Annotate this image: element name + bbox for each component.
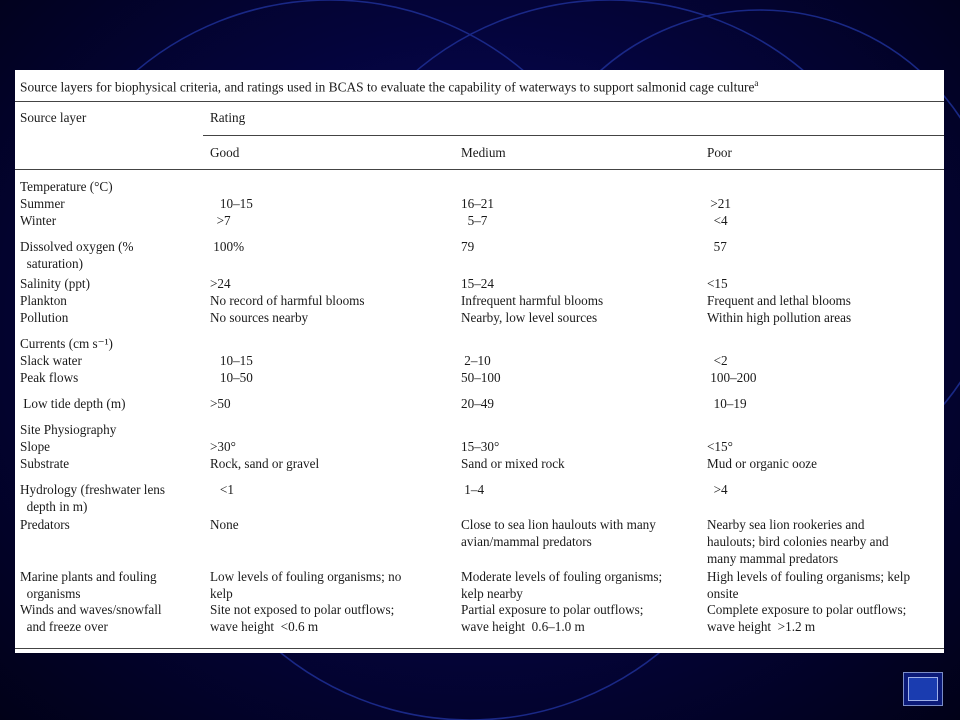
cell-source-layer: and freeze over <box>20 619 108 634</box>
cell-good: No sources nearby <box>210 310 309 325</box>
header-rating: Rating <box>210 110 246 125</box>
cell-medium: 20–49 <box>461 396 494 411</box>
cell-source-layer: Salinity (ppt) <box>20 276 90 291</box>
cell-poor: High levels of fouling organisms; kelp <box>707 569 911 584</box>
cell-good: 10–15 <box>210 353 253 368</box>
cell-good: kelp <box>210 586 233 601</box>
rating-rule <box>203 135 944 136</box>
cell-poor: Nearby sea lion rookeries and <box>707 517 865 532</box>
cell-poor: haulouts; bird colonies nearby and <box>707 534 889 549</box>
cell-medium: wave height 0.6–1.0 m <box>461 619 585 634</box>
caption-footnote-marker: a <box>754 78 759 88</box>
cell-good: 100% <box>210 239 245 254</box>
cell-medium: 50–100 <box>461 370 501 385</box>
cell-good: Low levels of fouling organisms; no <box>210 569 402 584</box>
cell-good: wave height <0.6 m <box>210 619 319 634</box>
cell-good: Rock, sand or gravel <box>210 456 320 471</box>
cell-source-layer: organisms <box>20 586 81 601</box>
cell-good: >50 <box>210 396 231 411</box>
slide-nav-button[interactable] <box>903 672 943 706</box>
cell-medium: Moderate levels of fouling organisms; <box>461 569 663 584</box>
cell-poor: >4 <box>707 482 728 497</box>
cell-poor: <4 <box>707 213 728 228</box>
top-rule <box>15 101 944 102</box>
slide-nav-icon <box>908 677 938 701</box>
cell-source-layer: Slope <box>20 439 51 454</box>
cell-good: <1 <box>210 482 234 497</box>
cell-source-layer: Dissolved oxygen (% <box>20 239 134 254</box>
cell-poor: many mammal predators <box>707 551 839 566</box>
cell-poor: 10–19 <box>707 396 747 411</box>
cell-source-layer: Predators <box>20 517 70 532</box>
cell-medium: Partial exposure to polar outflows; <box>461 602 644 617</box>
bottom-rule <box>15 648 944 649</box>
cell-medium: 15–30° <box>461 439 500 454</box>
cell-source-layer: Low tide depth (m) <box>20 396 126 411</box>
cell-good: 10–15 <box>210 196 253 211</box>
cell-source-layer: Temperature (°C) <box>20 179 113 194</box>
cell-poor: 57 <box>707 239 727 254</box>
header-medium: Medium <box>461 145 506 160</box>
cell-poor: Mud or organic ooze <box>707 456 817 471</box>
cell-medium: 15–24 <box>461 276 494 291</box>
cell-poor: Complete exposure to polar outflows; <box>707 602 907 617</box>
cell-source-layer: Hydrology (freshwater lens <box>20 482 166 497</box>
cell-poor: wave height >1.2 m <box>707 619 816 634</box>
cell-source-layer: Plankton <box>20 293 67 308</box>
cell-poor: <2 <box>707 353 728 368</box>
cell-poor: <15° <box>707 439 733 454</box>
cell-medium: 16–21 <box>461 196 494 211</box>
cell-source-layer: Peak flows <box>20 370 79 385</box>
cell-medium: 2–10 <box>461 353 491 368</box>
cell-source-layer: Site Physiography <box>20 422 117 437</box>
header-rule <box>15 169 944 170</box>
cell-medium: Close to sea lion haulouts with many <box>461 517 656 532</box>
cell-medium: Infrequent harmful blooms <box>461 293 604 308</box>
cell-poor: >21 <box>707 196 731 211</box>
table-caption <box>20 78 758 95</box>
cell-source-layer: Slack water <box>20 353 82 368</box>
cell-source-layer: Marine plants and fouling <box>20 569 157 584</box>
cell-medium: avian/mammal predators <box>461 534 592 549</box>
header-poor: Poor <box>707 145 732 160</box>
cell-good: >24 <box>210 276 231 291</box>
cell-source-layer: Currents (cm s⁻¹) <box>20 336 113 351</box>
cell-source-layer: Summer <box>20 196 65 211</box>
cell-medium: kelp nearby <box>461 586 523 601</box>
cell-medium: 5–7 <box>461 213 488 228</box>
cell-poor: onsite <box>707 586 739 601</box>
cell-medium: Sand or mixed rock <box>461 456 565 471</box>
cell-good: >7 <box>210 213 231 228</box>
cell-source-layer: Winter <box>20 213 57 228</box>
cell-medium: 79 <box>461 239 475 254</box>
cell-poor: Within high pollution areas <box>707 310 852 325</box>
cell-source-layer: Winds and waves/snowfall <box>20 602 162 617</box>
cell-source-layer: depth in m) <box>20 499 88 514</box>
cell-source-layer: Pollution <box>20 310 69 325</box>
header-good: Good <box>210 145 240 160</box>
cell-poor: <15 <box>707 276 728 291</box>
cell-source-layer: saturation) <box>20 256 83 271</box>
cell-poor: 100–200 <box>707 370 757 385</box>
table-document <box>15 70 944 653</box>
cell-good: 10–50 <box>210 370 253 385</box>
cell-good: No record of harmful blooms <box>210 293 365 308</box>
cell-poor: Frequent and lethal blooms <box>707 293 851 308</box>
table-caption-text: Source layers for biophysical criteria, and ratings used in BCAS to evaluate the capability of waterways to support salmonid cage culture <box>20 79 755 95</box>
cell-good: >30° <box>210 439 236 454</box>
header-source-layer: Source layer <box>20 110 87 125</box>
cell-good: Site not exposed to polar outflows; <box>210 602 395 617</box>
cell-medium: Nearby, low level sources <box>461 310 598 325</box>
cell-good: None <box>210 517 239 532</box>
cell-medium: 1–4 <box>461 482 485 497</box>
cell-source-layer: Substrate <box>20 456 70 471</box>
